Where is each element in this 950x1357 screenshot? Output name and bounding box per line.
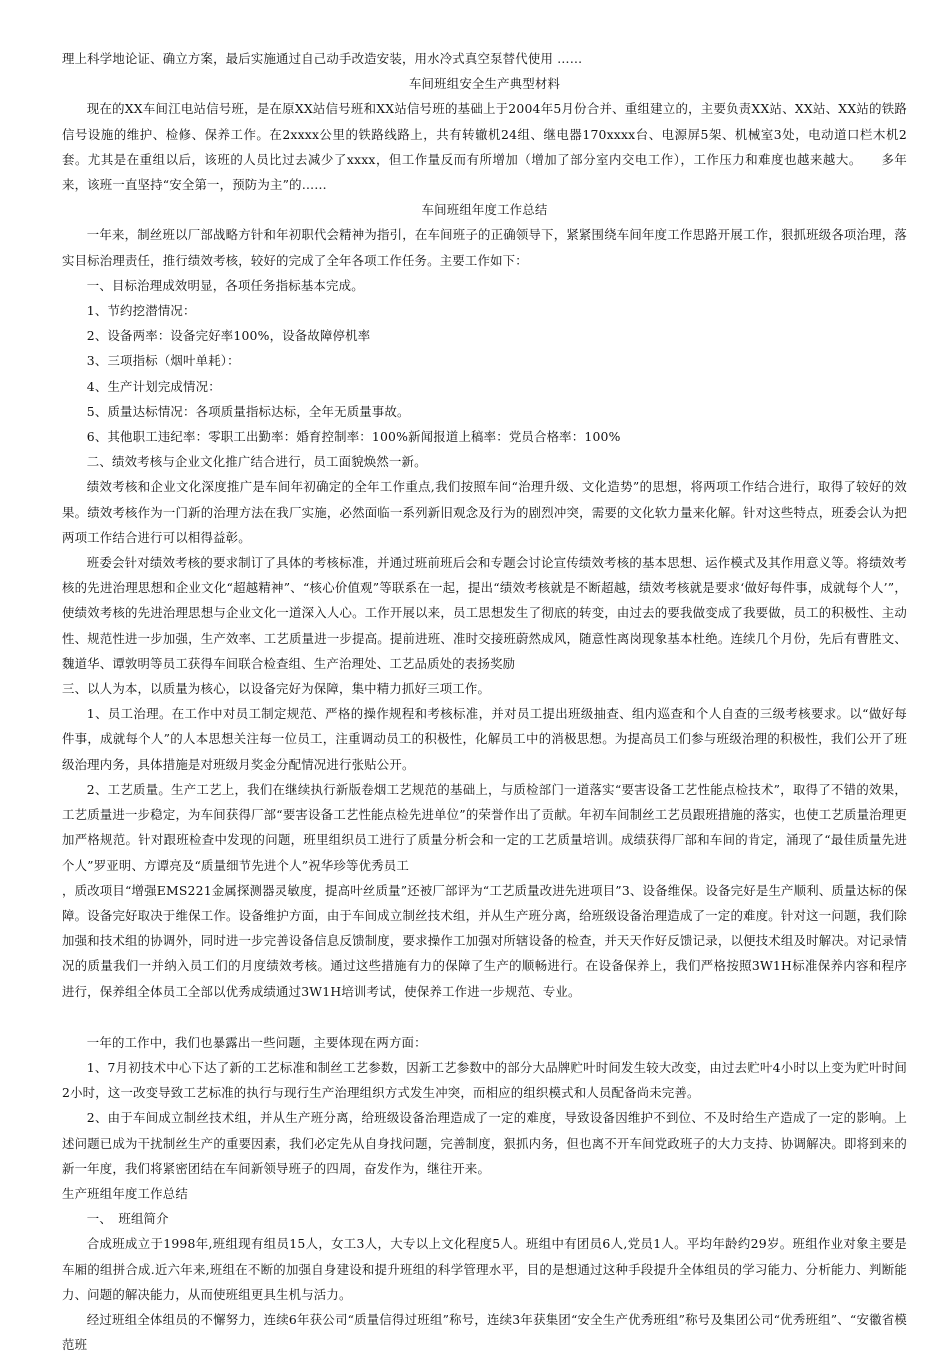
- paragraph: 3、三项指标（烟叶单耗）：: [86, 353, 240, 369]
- paragraph: ，质改项目“增强EMS221金属探测器灵敏度，提高叶丝质量”还被厂部评为“工艺质量改进先进项目”3、设备维保。设备完好是生产顺利、质量达标的保障。设备完好取决于维保工作。设备维护方面，由于车间成立制丝技术组，并从生产班分离，给班级设备治理造成了一定的难度。针对这一问题，我们除加强和技术组的协调外，同时进一步完善设备信息反馈制度，要求操作工加强对所辖设备的检查，并天天作好反馈记录，以便技术组及时解决。对记录情况的质量我们一并纳入员工们的月度绩效考核。通过这些措施有力的保障了生产的顺畅进行。在设备保养上，我们严格按照3W1H标准保养内容和程序进行，保养组全体员工全部以优秀成绩通过3W1H培训考试，使保养工作进一步规范、专业。: [62, 882, 907, 999]
- paragraph: 经过班组全体组员的不懈努力，连续6年获公司“质量信得过班组”称号，连续3年获集团“安全生产优秀班组”称号及集团公司“优秀班组”、“安徽省模范班: [62, 1311, 907, 1353]
- paragraph: 2、设备两率：设备完好率100%，设备故障停机率: [86, 328, 371, 344]
- paragraph: 一、 班组简介: [86, 1211, 169, 1227]
- paragraph: 2、由于车间成立制丝技术组，并从生产班分离，给班级设备治理造成了一定的难度，导致设备因维护不到位、不及时给生产造成了一定的影响。上述问题已成为干扰制丝生产的重要因素，我们必定先从自身找问题，完善制度，狠抓内务，但也离不开车间党政班子的大力支持、协调解决。即将到来的新一年度，我们将紧密团结在车间新领导班子的四周，奋发作为，继往开来。: [62, 1110, 907, 1176]
- paragraph: 班委会针对绩效考核的要求制订了具体的考核标准，并通过班前班后会和专题会讨论宣传绩效考核的基本思想、运作模式及其作用意义等。将绩效考核的先进治理思想和企业文化“超越精神”、“核心价值观”等联系在一起，提出“绩效考核就是不断超越，绩效考核就是要求‘做好每件事，成就每个人’”，使绩效考核的先进治理思想与企业文化一道深入人心。工作开展以来，员工思想发生了彻底的转变，由过去的要我做变成了我要做，员工的积极性、主动性、规范性进一步加强，生产效率、工艺质量进一步提高。提前进班、准时交接班蔚然成风，随意性离岗现象基本杜绝。连续几个月份，先后有曹胜文、魏道华、谭敦明等员工获得车间联合检查组、生产治理处、工艺品质处的表扬奖励: [62, 555, 907, 671]
- section-heading: 车间班组年度工作总结: [421, 202, 548, 218]
- paragraph: 合成班成立于1998年,班组现有组员15人，女工3人，大专以上文化程度5人。班组中有团员6人,党员1人。平均年龄约29岁。班组作业对象主要是车厢的组拼合成.近六年来,班组在不断的加强自身建设和提升班组的科学管理水平，目的是想通过这种手段提升全体组员的学习能力、分析能力、判断能力、问题的解决能力，从而使班组更具生机与活力。: [62, 1236, 907, 1302]
- paragraph: 二、绩效考核与企业文化推广结合进行，员工面貌焕然一新。: [86, 454, 427, 470]
- paragraph: 一、目标治理成效明显，各项任务指标基本完成。: [86, 277, 364, 293]
- paragraph: 三、以人为本，以质量为核心，以设备完好为保障，集中精力抓好三项工作。: [62, 681, 491, 697]
- paragraph: 现在的XX车间江电站信号班，是在原XX站信号班和XX站信号班的基础上于2004年5月份合并、重组建立的，主要负责XX站、XX站、XX站的铁路信号设施的维护、检修、保养工作。在2xxxx公里的铁路线路上，共有转辙机24组、继电器170xxxx台、电源屏5架、机械室3处，电动道口栏木机2套。尤其是在重组以后，该班的人员比过去减少了xxxx，但工作量反而有所增加（增加了部分室内交电工作），工作压力和难度也越来越大。 多年来，该班一直坚持“安全第一，预防为主”的……: [62, 101, 907, 193]
- paragraph: [62, 1004, 907, 1030]
- section-heading: 车间班组安全生产典型材料: [408, 76, 561, 92]
- paragraph: 1、7月初技术中心下达了新的工艺标准和制丝工艺参数，因新工艺参数中的部分大品牌贮叶时间发生较大改变，由过去贮叶4小时以上变为贮叶时间2小时，这一改变导致工艺标准的执行与现行生产治理组织方式发生冲突，而相应的组织模式和人员配备尚未完善。: [62, 1059, 907, 1101]
- paragraph: 4、生产计划完成情况：: [86, 378, 221, 394]
- paragraph: 理上科学地论证、确立方案，最后实施通过自己动手改造安装，用水冷式真空泵替代使用 ……: [62, 51, 583, 66]
- paragraph: 6、其他职工违纪率：零职工出勤率：婚育控制率：100%新闻报道上稿率：党员合格率：100%: [86, 429, 621, 445]
- paragraph: 1、员工治理。在工作中对员工制定规范、严格的操作规程和考核标准，并对员工提出班级抽查、组内巡查和个人自查的三级考核要求。以“做好每件事，成就每个人”的人本思想关注每一位员工，注重调动员工的积极性，化解员工中的消极思想。为提高员工们参与班级治理的积极性，我们公开了班级治理内务，具体措施是对班级月奖金分配情况进行张贴公开。: [62, 706, 907, 772]
- paragraph: 2、工艺质量。生产工艺上，我们在继续执行新版卷烟工艺规范的基础上，与质检部门一道落实“要害设备工艺性能点检技术”，取得了不错的效果，工艺质量进一步稳定，为车间获得厂部“要害设备工艺性能点检先进单位”的荣誉作出了贡献。年初车间制丝工艺员跟班措施的落实，也使工艺质量治理更加严格规范。针对跟班检查中发现的问题，班里组织员工进行了质量分析会和一定的工艺质量培训。成绩获得厂部和车间的肯定，涌现了“最佳质量先进个人”罗亚明、方谭亮及“质量细节先进个人”祝华珍等优秀员工: [62, 781, 907, 873]
- paragraph: 1、节约挖潜情况：: [86, 303, 196, 319]
- paragraph: 绩效考核和企业文化深度推广是车间年初确定的全年工作重点,我们按照车间“治理升级、文化造势”的思想，将两项工作结合进行，取得了较好的效果。绩效考核作为一门新的治理方法在我厂实施，必然面临一系列新旧观念及行为的剧烈冲突，需要的文化软力量来化解。针对这些特点，班委会认为把两项工作结合进行可以相得益彰。: [62, 479, 907, 545]
- document-page: [62, 46, 907, 1357]
- paragraph: 生产班组年度工作总结: [62, 1185, 188, 1201]
- paragraph: 5、质量达标情况：各项质量指标达标，全年无质量事故。: [86, 403, 410, 419]
- paragraph: 一年来，制丝班以厂部战略方针和年初职代会精神为指引，在车间班子的正确领导下，紧紧围绕车间年度工作思路开展工作，狠抓班级各项治理，落实目标治理责任，推行绩效考核，较好的完成了全年各项工作任务。主要工作如下：: [62, 227, 907, 268]
- paragraph: 一年的工作中，我们也暴露出一些问题，主要体现在两方面：: [86, 1034, 427, 1050]
